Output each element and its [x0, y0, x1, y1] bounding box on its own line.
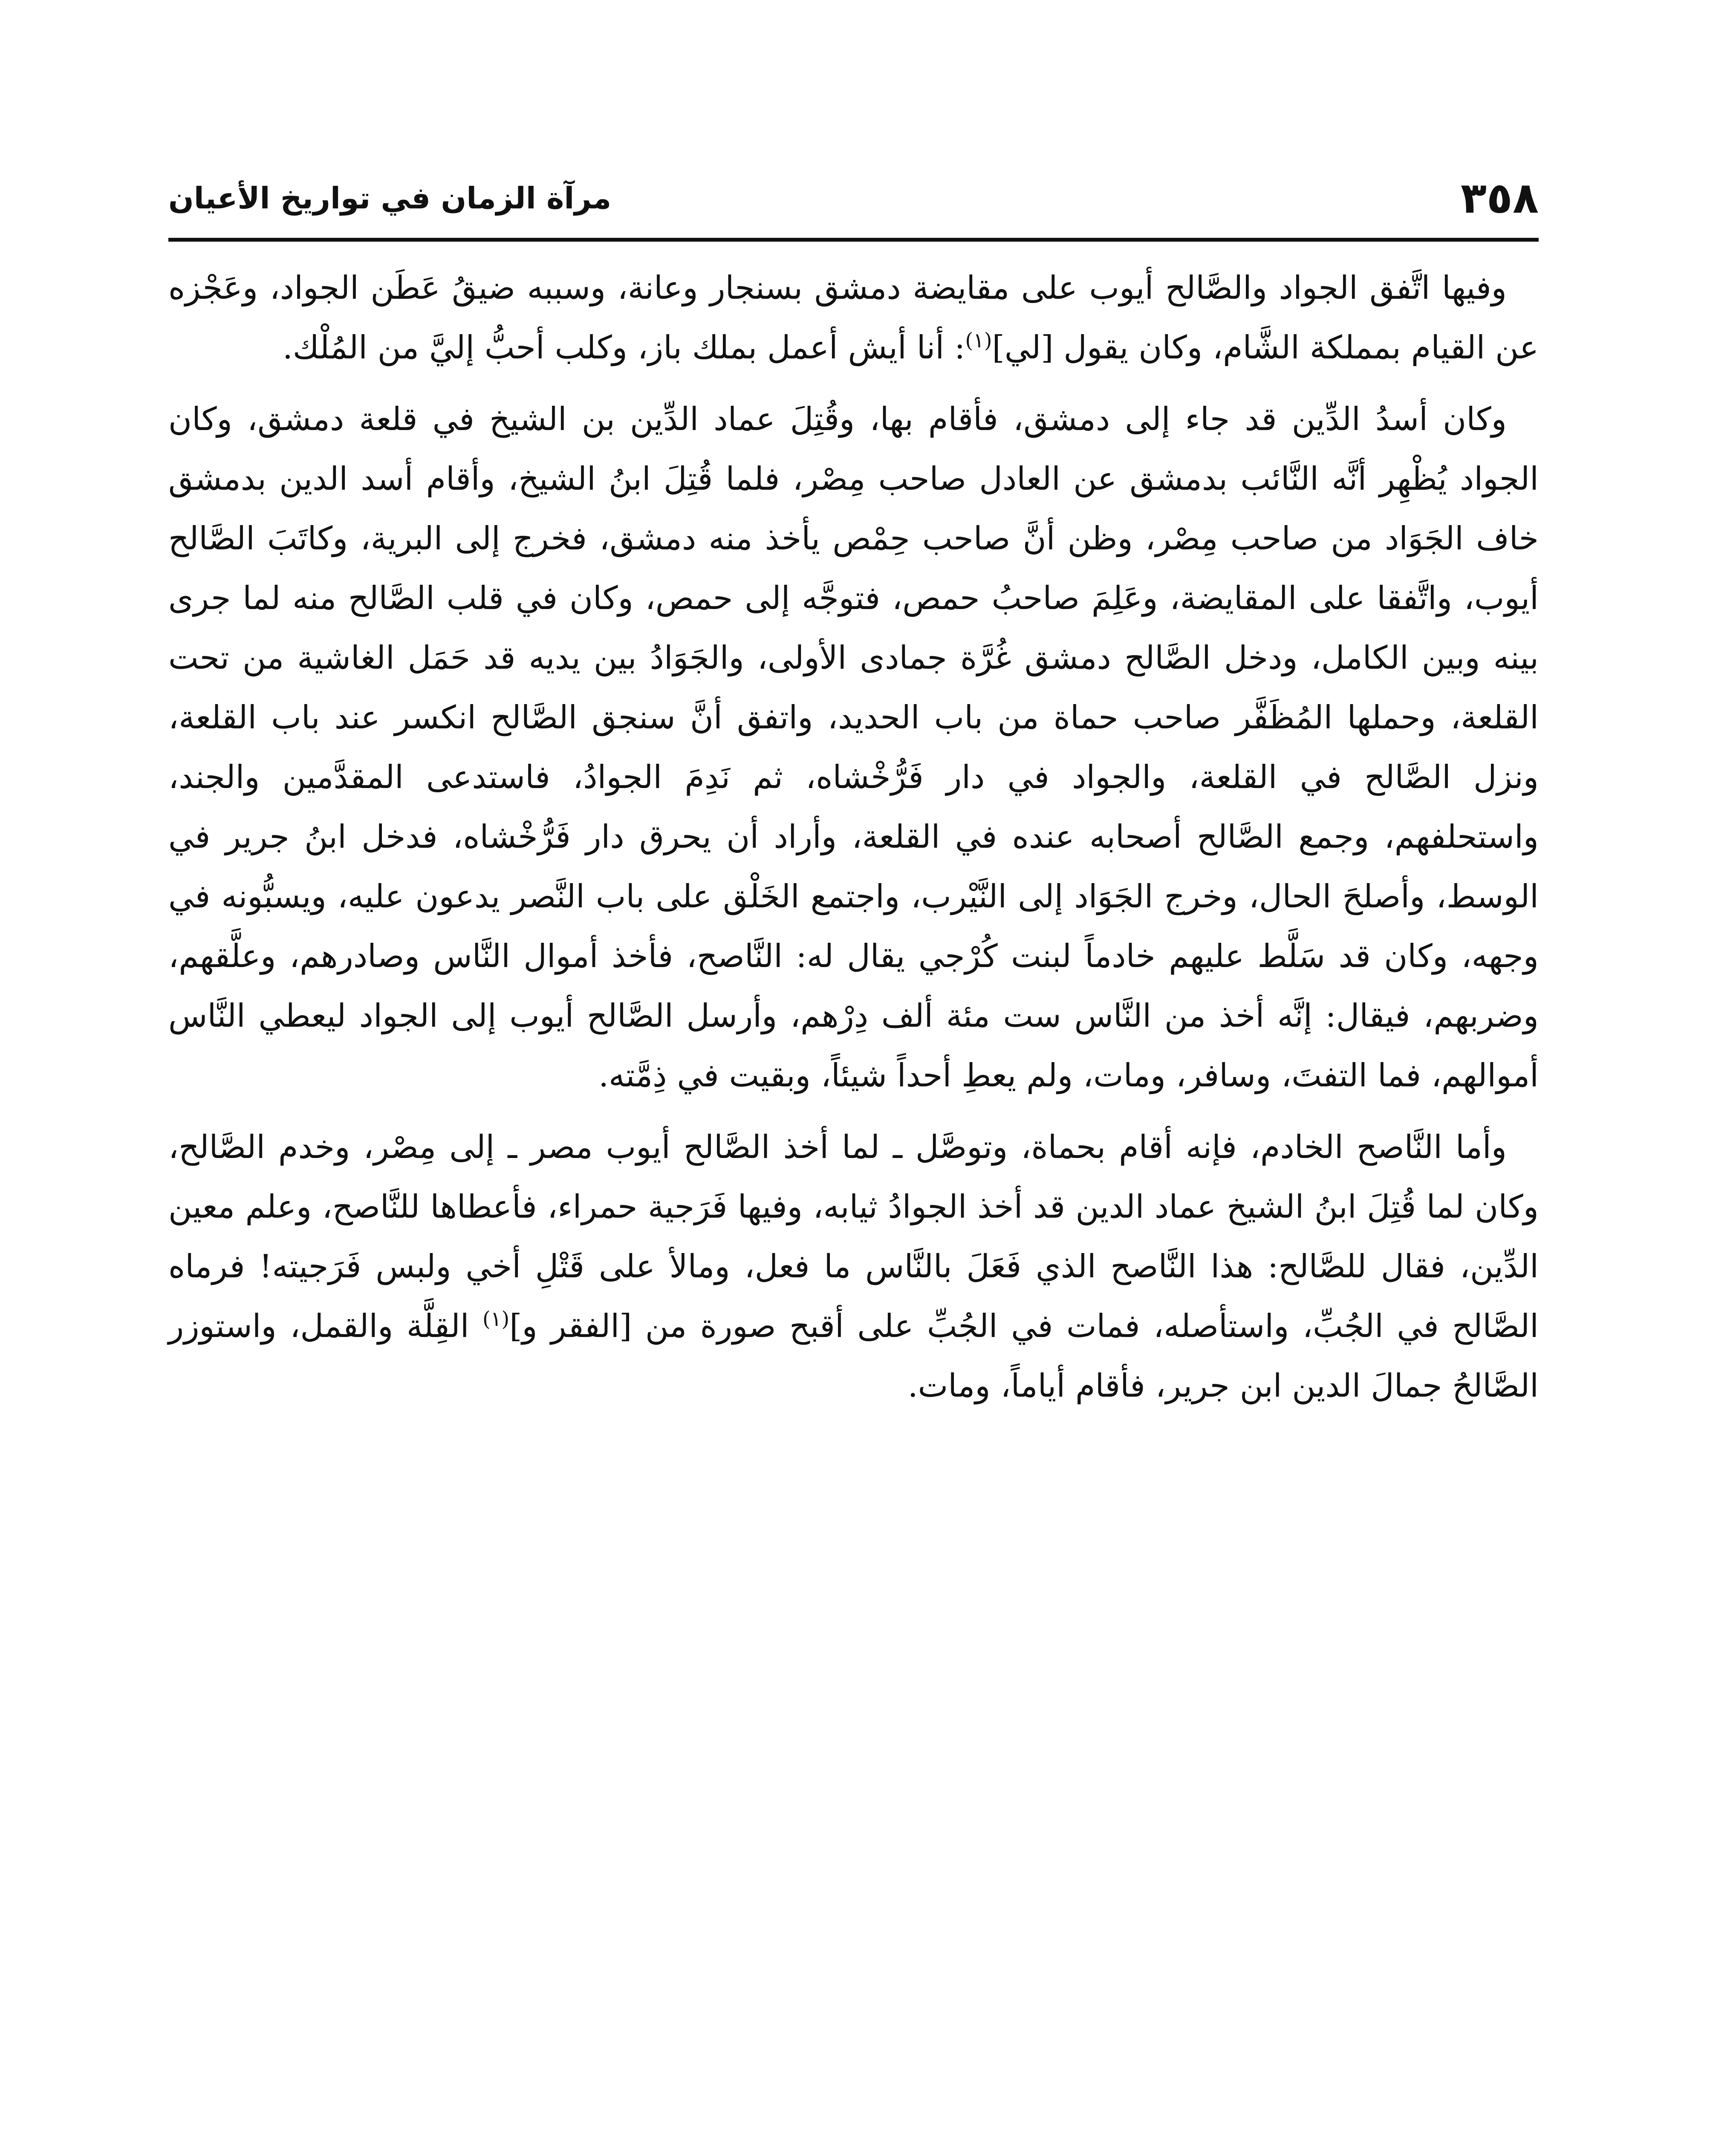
footnote-marker: (١)	[482, 1307, 510, 1331]
paragraph-3-text-continued: القِلَّة والقمل، واستوزر الصَّالحُ جمالَ الدين ابن جرير، فأقام أياماً، ومات.	[168, 1307, 1539, 1404]
running-head	[168, 175, 1539, 222]
footnote-marker: (١)	[965, 329, 992, 352]
paragraph-1	[168, 258, 1539, 377]
book-title: مرآة الزمان في تواريخ الأعيان	[168, 181, 612, 216]
paragraph-1-text-continued: : أنا أيش أعمل بملك باز، وكلب أحبُّ إليَّ من المُلْك.	[283, 329, 965, 366]
header-divider	[168, 238, 1539, 242]
paragraph-3-text: وأما النَّاصح الخادم، فإنه أقام بحماة، وتوصَّل ـ لما أخذ الصَّالح أيوب مصر ـ إلى مِصْر، وخدم الصَّالح، وكان لما قُتِلَ ابنُ الشيخ عماد الدين قد أخذ الجوادُ ثيابه، وفيها فَرَجية حمراء، فأعطاها للنَّاصح، وعلم معين الدِّين، فقال للصَّالح: هذا النَّاصح الذي فَعَلَ بالنَّاس ما فعل، ومالأ على قَتْلِ أخي ولبس فَرَجيته! فرماه الصَّالح في الجُبِّ، واستأصله، فمات في الجُبِّ على أقبح صورة من [الفقر و]	[168, 1128, 1539, 1345]
paragraph-2: وكان أسدُ الدِّين قد جاء إلى دمشق، فأقام بها، وقُتِلَ عماد الدِّين بن الشيخ في قلعة دمشق، وكان الجواد يُظْهِر أنَّه النَّائب بدمشق عن العادل صاحب مِصْر، فلما قُتِلَ ابنُ الشيخ، وأقام أسد الدين بدمشق خاف الجَوَاد من صاحب مِصْر، وظن أنَّ صاحب حِمْص يأخذ منه دمشق، فخرج إلى البرية، وكاتَبَ الصَّالح أيوب، واتَّفقا على المقايضة، وعَلِمَ صاحبُ حمص، فتوجَّه إلى حمص، وكان في قلب الصَّالح منه لما جرى بينه وبين الكامل، ودخل الصَّالح دمشق غُرَّة جمادى الأولى، والجَوَادُ بين يديه قد حَمَل الغاشية من تحت القلعة، وحملها المُظَفَّر صاحب حماة من باب الحديد، واتفق أنَّ سنجق الصَّالح انكسر عند باب القلعة، ونزل الصَّالح في القلعة، والجواد في دار فَرُّخْشاه، ثم نَدِمَ الجوادُ، فاستدعى المقدَّمين والجند، واستحلفهم، وجمع الصَّالح أصحابه عنده في القلعة، وأراد أن يحرق دار فَرُّخْشاه، فدخل ابنُ جرير في الوسط، وأصلحَ الحال، وخرج الجَوَاد إلى النَّيْرب، واجتمع الخَلْق على باب النَّصر يدعون عليه، ويسبُّونه في وجهه، وكان قد سَلَّط عليهم خادماً لبنت كُرْجي يقال له: النَّاصح، فأخذ أموال النَّاس وصادرهم، وعلَّقهم، وضربهم، فيقال: إنَّه أخذ من النَّاس ست مئة ألف دِرْهم، وأرسل الصَّالح أيوب إلى الجواد ليعطي النَّاس أموالهم، فما التفتَ، وسافر، ومات، ولم يعطِ أحداً شيئاً، وبقيت في ذِمَّته.	[168, 400, 1539, 1094]
paragraph-3	[168, 1117, 1539, 1415]
main-text	[168, 258, 1539, 1427]
paragraph-1-text: وفيها اتَّفق الجواد والصَّالح أيوب على مقايضة دمشق بسنجار وعانة، وسببه ضيقُ عَطَن الجواد، وعَجْزه عن القيام بمملكة الشَّام، وكان يقول [لي]	[168, 269, 1539, 366]
page-number: ٣٥٨	[1460, 173, 1539, 223]
book-page	[168, 175, 1539, 2131]
